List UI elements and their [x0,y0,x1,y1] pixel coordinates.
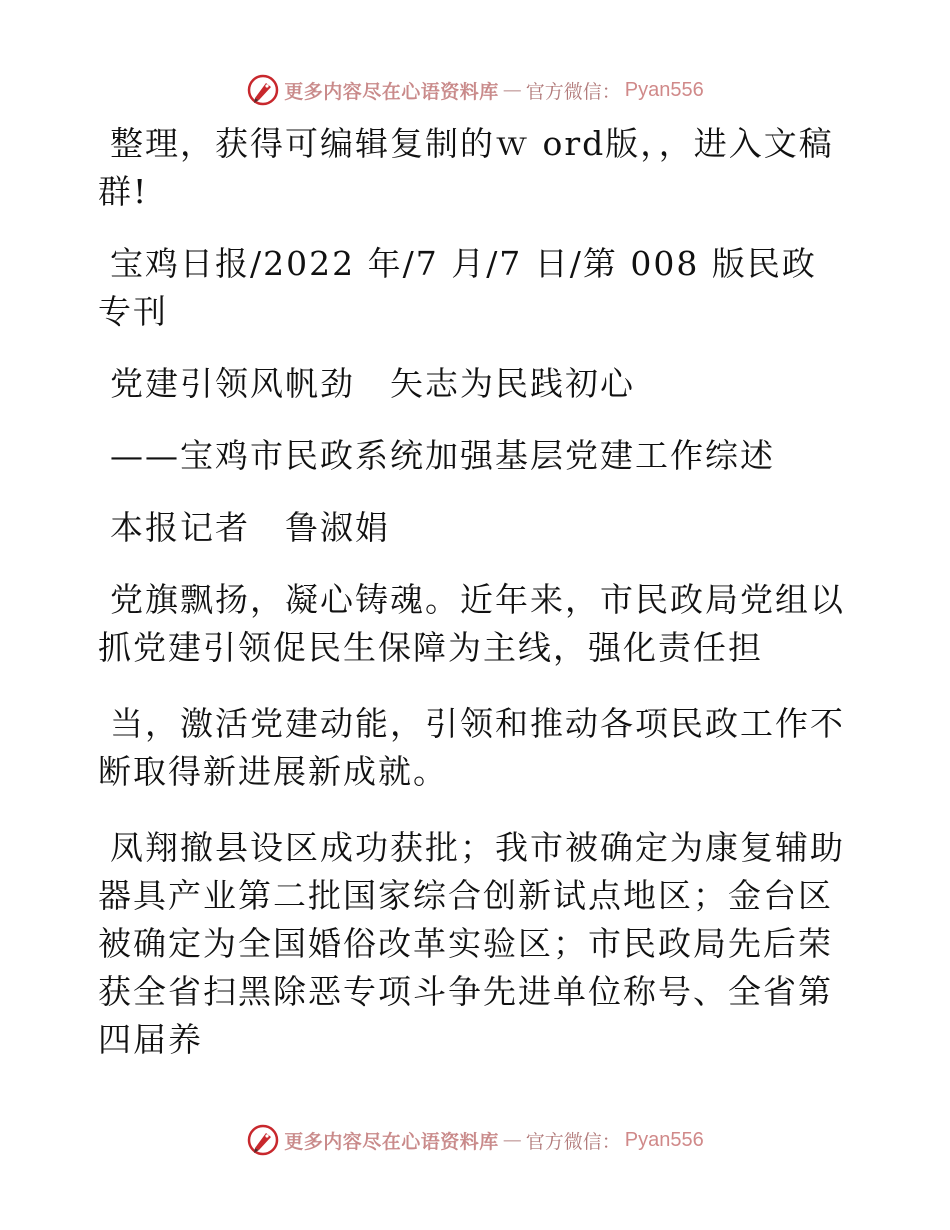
source-line: 宝鸡日报/2022 年/7 月/7 日/第 008 版民政专刊 [98,244,817,331]
watermark-text: 更多内容尽在心语资料库 [284,80,499,103]
body-paragraph: 当，激活党建动能，引领和推动各项民政工作不断取得新进展新成就。 [98,704,845,791]
watermark-wechat-id: Pyan556 [624,1128,704,1151]
footer-watermark [0,1120,950,1160]
watermark-label: 官方微信： [525,1130,621,1153]
watermark-separator: — [502,1129,522,1151]
watermark-wechat-id: Pyan556 [624,78,704,101]
watermark-separator: — [502,79,522,101]
article-title: 党建引领风帆劲 矢志为民践初心 [110,364,635,403]
header-watermark [0,70,950,110]
byline: 本报记者 鲁淑娟 [110,508,390,547]
watermark-text: 更多内容尽在心语资料库 [284,1130,499,1153]
watermark-label: 官方微信： [525,80,621,103]
body-paragraph: 党旗飘扬，凝心铸魂。近年来，市民政局党组以抓党建引领促民生保障为主线，强化责任担 [98,580,845,667]
document-body [98,120,850,1064]
article-subtitle: ——宝鸡市民政系统加强基层党建工作综述 [110,436,775,475]
body-paragraph: 凤翔撤县设区成功获批；我市被确定为康复辅助器具产业第二批国家综合创新试点地区；金台区被确定为全国婚俗改革实验区；市民政局先后荣获全省扫黑除恶专项斗争先进单位称号、全省第四届养 [98,828,845,1059]
intro-paragraph: 整理，获得可编辑复制的ｗ ord版，，进入文稿群! [98,124,834,211]
pen-nib-logo-icon [246,73,280,107]
pen-nib-logo-icon [246,1123,280,1157]
